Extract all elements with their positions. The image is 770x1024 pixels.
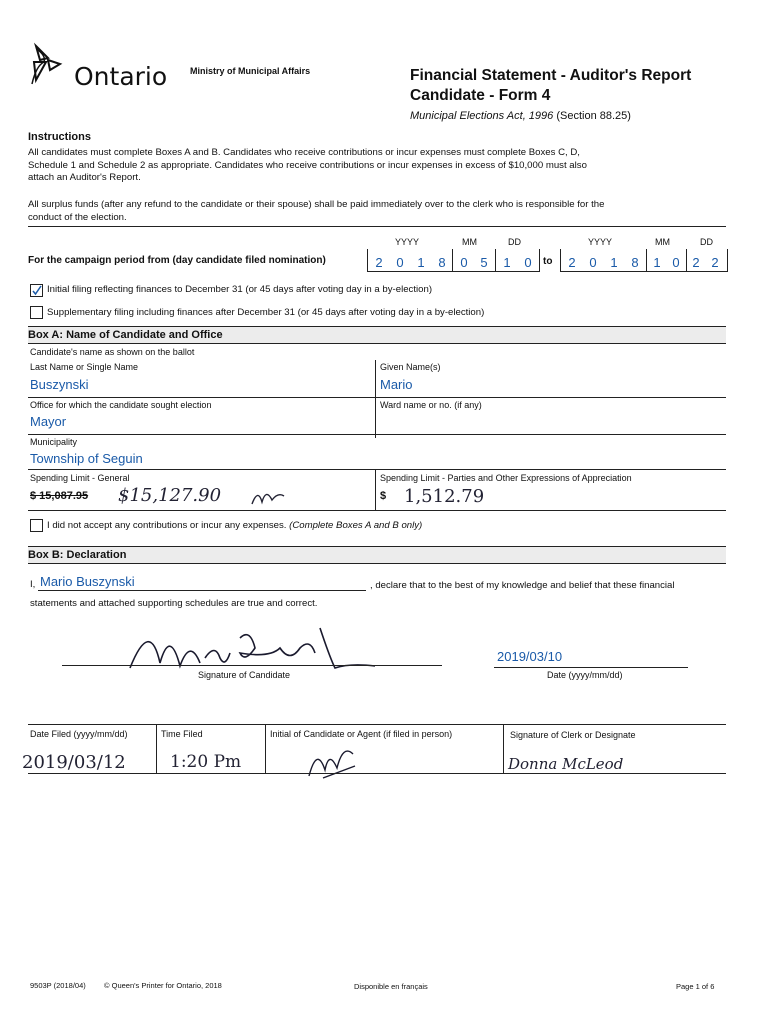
declaration-i: I, <box>30 579 36 590</box>
signature-label: Signature of Candidate <box>198 670 291 680</box>
from-yyyy-header: YYYY <box>395 237 420 247</box>
spending-limit-parties-handwritten[interactable]: 1,512.79 <box>404 486 485 507</box>
supplementary-filing-checkbox[interactable] <box>30 306 43 319</box>
field-divider <box>156 724 157 774</box>
initial-agent-label: Initial of Candidate or Agent (if filed in person) <box>270 729 453 739</box>
divider <box>28 724 726 725</box>
to-digit: 1 <box>610 255 618 270</box>
divider <box>28 773 726 774</box>
ward-label: Ward name or no. (if any) <box>380 400 482 410</box>
declarant-name[interactable]: Mario Buszynski <box>40 574 135 589</box>
instructions-heading: Instructions <box>28 131 91 143</box>
act-name: Municipal Elections Act, 1996 <box>410 110 554 122</box>
page-number: Page 1 of 6 <box>676 982 715 991</box>
box-a-header: Box A: Name of Candidate and Office <box>28 326 726 343</box>
spending-limit-general-label: Spending Limit - General <box>30 473 130 483</box>
surplus-line: All surplus funds (after any refund to the candidate or their spouse) shall be paid immediately over to the clerk who is responsible for the <box>28 199 605 210</box>
act-section: (Section 88.25) <box>556 110 631 122</box>
initial-filing-checkbox[interactable] <box>30 284 43 297</box>
from-digit: 1 <box>417 255 425 270</box>
box-b-header: Box B: Declaration <box>28 546 726 563</box>
divider <box>28 469 726 470</box>
to-label: to <box>543 256 553 267</box>
spending-limit-general-handwritten[interactable]: $15,127.90 <box>118 485 222 506</box>
logo-wordmark: Ontario <box>74 62 168 91</box>
instructions-line: All candidates must complete Boxes A and B. Candidates who receive contributions or incur expenses must complete Boxes C, D, <box>28 147 580 158</box>
clerk-signature-value: Donna McLeod <box>508 755 624 773</box>
from-digit: 8 <box>438 255 446 270</box>
trillium-icon <box>26 40 76 90</box>
declaration-line1: , declare that to the best of my knowledge and belief that these financial <box>370 580 675 591</box>
from-digit: 0 <box>396 255 404 270</box>
to-digit: 2 <box>711 255 719 270</box>
name-line <box>38 590 366 591</box>
field-divider <box>503 724 504 774</box>
french-availability: Disponible en français <box>354 982 428 991</box>
given-name-value[interactable]: Mario <box>380 377 413 392</box>
campaign-period-label: For the campaign period from (day candidate filed nomination) <box>28 255 326 266</box>
instructions-line: Schedule 1 and Schedule 2 as appropriate. Candidates who receive contributions or incur expenses in excess of $10,000 must also <box>28 159 587 171</box>
ballot-name-label: Candidate's name as shown on the ballot <box>30 347 195 357</box>
spending-limit-general-printed: $ 15,087.95 <box>30 490 89 502</box>
office-label: Office for which the candidate sought election <box>30 400 212 410</box>
initial-filing-label: Initial filing reflecting finances to December 31 (or 45 days after voting day in a by-election) <box>47 284 433 295</box>
ministry-name: Ministry of Municipal Affairs <box>190 66 311 76</box>
declaration-date[interactable]: 2019/03/10 <box>497 649 563 664</box>
divider <box>28 434 726 435</box>
to-digit: 0 <box>589 255 597 270</box>
to-yyyy-header: YYYY <box>588 237 613 247</box>
from-digit: 2 <box>375 255 383 270</box>
form-number: 9503P (2018/04) <box>30 981 86 990</box>
divider <box>28 226 726 227</box>
from-digit: 5 <box>480 255 488 270</box>
date-line <box>494 667 688 668</box>
date-separator <box>539 249 540 272</box>
to-digit: 1 <box>653 255 661 270</box>
declaration-line2: statements and attached supporting schedules are true and correct. <box>30 598 318 609</box>
act-reference <box>410 110 631 122</box>
municipality-value[interactable]: Township of Seguin <box>30 451 143 466</box>
ontario-logo <box>26 40 176 90</box>
from-mm-header: MM <box>462 237 477 247</box>
divider <box>28 510 726 511</box>
to-digit: 2 <box>692 255 700 270</box>
copyright: © Queen's Printer for Ontario, 2018 <box>104 981 222 990</box>
from-digit: 0 <box>524 255 532 270</box>
divider <box>28 343 726 344</box>
municipality-label: Municipality <box>30 437 78 447</box>
instructions-line: attach an Auditor's Report. <box>28 172 141 183</box>
time-filed-value[interactable]: 1:20 Pm <box>170 752 242 772</box>
no-contributions-note: (Complete Boxes A and B only) <box>289 520 423 531</box>
field-divider <box>375 469 376 511</box>
no-contributions-label: I did not accept any contributions or incur any expenses. <box>47 520 287 531</box>
to-digit: 0 <box>672 255 680 270</box>
to-digit: 8 <box>631 255 639 270</box>
initials-mark-icon <box>248 484 288 510</box>
spending-limit-parties-label: Spending Limit - Parties and Other Expressions of Appreciation <box>380 473 632 483</box>
field-divider <box>375 360 376 438</box>
divider <box>28 397 726 398</box>
surplus-line: conduct of the election. <box>28 211 127 223</box>
to-digit: 2 <box>568 255 576 270</box>
no-contributions-checkbox[interactable] <box>30 519 43 532</box>
date-label: Date (yyyy/mm/dd) <box>547 670 623 680</box>
clerk-signature-label: Signature of Clerk or Designate <box>510 730 636 740</box>
from-dd-header: DD <box>508 237 521 247</box>
from-digit: 0 <box>460 255 468 270</box>
to-dd-header: DD <box>700 237 713 247</box>
divider <box>28 563 726 564</box>
date-filed-label: Date Filed (yyyy/mm/dd) <box>30 729 128 739</box>
instructions-text <box>28 147 728 185</box>
last-name-label: Last Name or Single Name <box>30 362 139 372</box>
surplus-text <box>28 199 728 224</box>
date-filed-value[interactable]: 2019/03/12 <box>22 752 126 773</box>
given-name-label: Given Name(s) <box>380 362 441 372</box>
time-filed-label: Time Filed <box>161 729 203 739</box>
checkmark-icon <box>31 285 42 296</box>
form-title-line1: Financial Statement - Auditor's Report <box>410 67 692 84</box>
no-contributions-text <box>47 520 422 533</box>
signature-line <box>62 665 442 666</box>
last-name-value[interactable]: Buszynski <box>30 377 89 392</box>
supplementary-filing-label: Supplementary filing including finances after December 31 (or 45 days after voting day in a by-election) <box>47 307 485 318</box>
agent-initial-icon <box>303 740 363 784</box>
from-digit: 1 <box>503 255 511 270</box>
to-mm-header: MM <box>655 237 670 247</box>
spending-limit-parties-dollar: $ <box>380 490 387 502</box>
field-divider <box>265 724 266 774</box>
office-value[interactable]: Mayor <box>30 414 67 429</box>
form-title-line2: Candidate - Form 4 <box>410 87 551 104</box>
